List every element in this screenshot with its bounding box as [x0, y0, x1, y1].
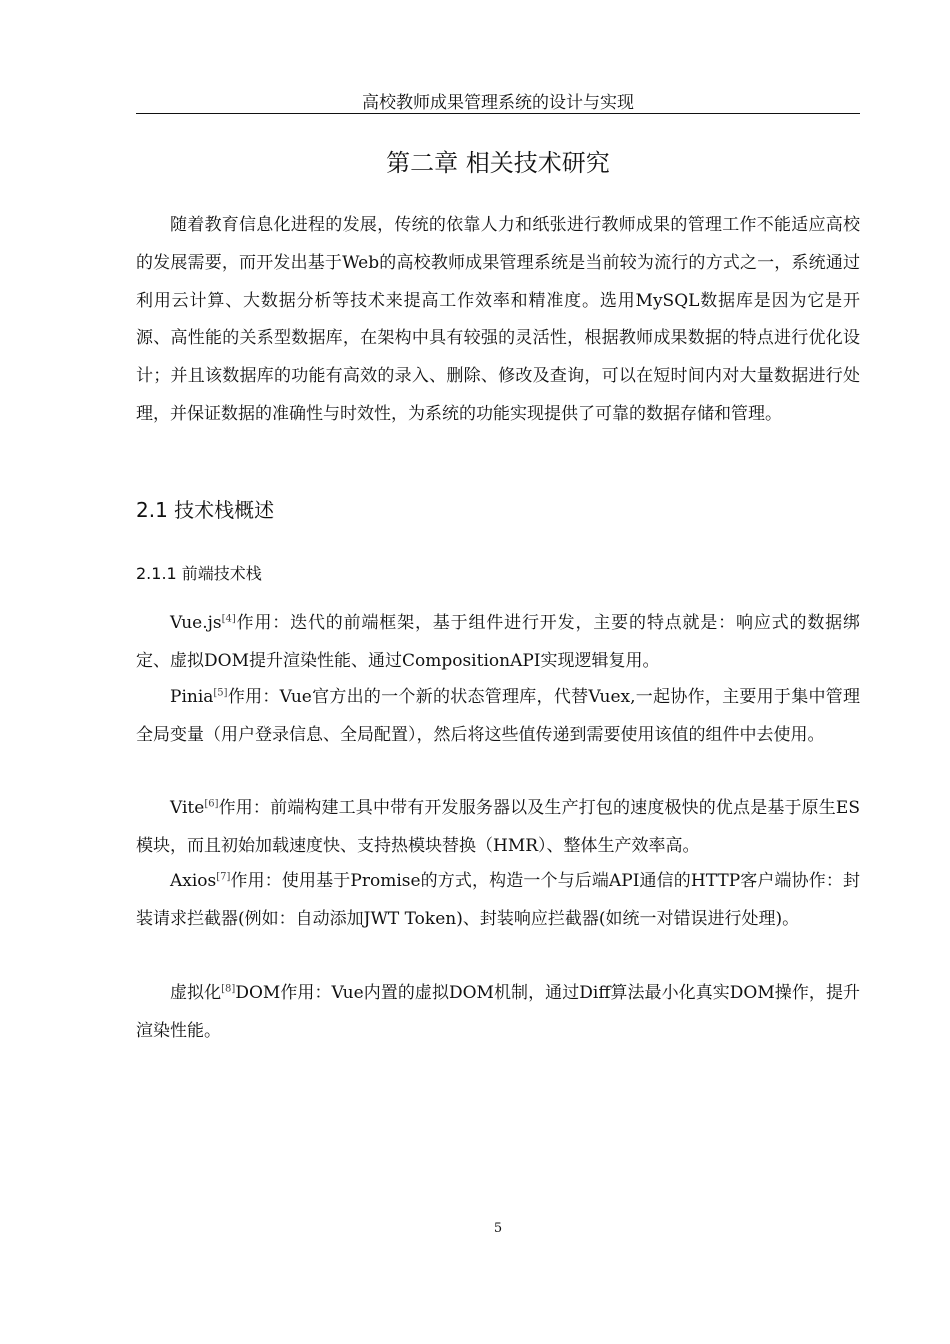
tech-item-name: Pinia — [170, 687, 214, 707]
section-heading: 2.1 技术栈概述 — [136, 498, 275, 522]
subsection-heading: 2.1.1 前端技术栈 — [136, 564, 262, 583]
tech-item-name: 虚拟化 — [170, 983, 222, 1003]
citation-ref: [4] — [221, 613, 236, 625]
tech-item-pinia — [136, 679, 860, 755]
tech-item-vuejs — [136, 605, 860, 681]
tech-item-axios — [136, 863, 860, 939]
tech-item-name: Vite — [170, 798, 205, 818]
citation-ref: [6] — [204, 798, 219, 810]
header-divider — [136, 113, 860, 114]
tech-item-description: 作用：迭代的前端框架，基于组件进行开发，主要的特点就是：响应式的数据绑定、虚拟DOM提升渲染性能、通过CompositionAPI实现逻辑复用。 — [136, 613, 860, 671]
tech-item-description: 作用：前端构建工具中带有开发服务器以及生产打包的速度极快的优点是基于原生ES模块，而且初始加载速度快、支持热模块替换（HMR）、整体生产效率高。 — [136, 798, 860, 856]
running-header-title: 高校教师成果管理系统的设计与实现 — [362, 93, 634, 113]
tech-item-name: Vue.js — [170, 613, 222, 633]
page-number: 5 — [493, 1221, 503, 1236]
citation-ref: [7] — [216, 871, 231, 883]
intro-paragraph: 随着教育信息化进程的发展，传统的依靠人力和纸张进行教师成果的管理工作不能适应高校的发展需要，而开发出基于Web的高校教师成果管理系统是当前较为流行的方式之一，系统通过利用云计算、大数据分析等技术来提高工作效率和精准度。选用MySQL数据库是因为它是开源、高性能的关系型数据库，在架构中具有较强的灵活性，根据教师成果数据的特点进行优化设计；并且该数据库的功能有高效的录入、删除、修改及查询，可以在短时间内对大量数据进行处理，并保证数据的准确性与时效性，为系统的功能实现提供了可靠的数据存储和管理。 — [136, 215, 860, 424]
tech-item-description: 作用：使用基于Promise的方式，构造一个与后端API通信的HTTP客户端协作：封装请求拦截器(例如：自动添加JWT Token)、封装响应拦截器(如统一对错误进行处理)。 — [136, 871, 860, 929]
tech-item-description: 作用：Vue官方出的一个新的状态管理库，代替Vuex,一起协作，主要用于集中管理全局变量（用户登录信息、全局配置），然后将这些值传递到需要使用该值的组件中去使用。 — [136, 687, 860, 745]
tech-item-virtual-dom — [136, 975, 860, 1051]
tech-item-vite — [136, 790, 860, 866]
citation-ref: [5] — [213, 687, 228, 699]
tech-item-description: DOM作用：Vue内置的虚拟DOM机制，通过Diff算法最小化真实DOM操作，提升渲染性能。 — [136, 983, 861, 1041]
chapter-title: 第二章 相关技术研究 — [386, 149, 610, 177]
citation-ref: [8] — [221, 983, 236, 995]
tech-item-name: Axios — [170, 871, 217, 891]
